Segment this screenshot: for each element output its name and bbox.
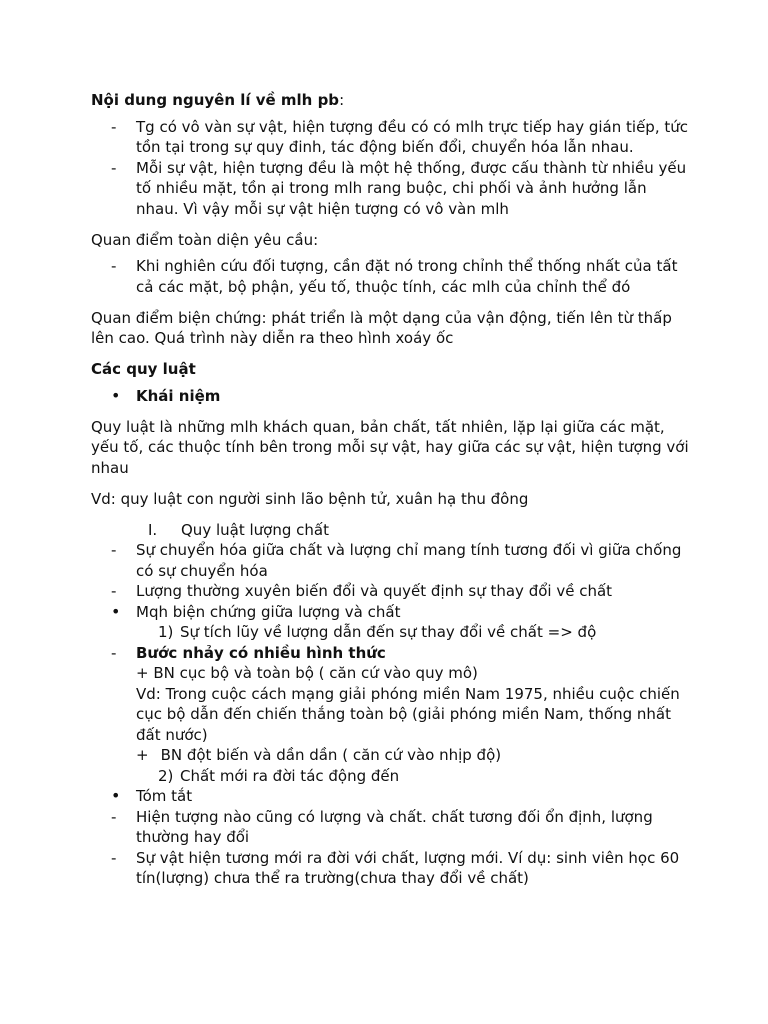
plus-item-text: BN đột biến và dần dần ( căn cứ vào nhịp độ) — [160, 746, 502, 764]
number-marker: 1) — [158, 623, 174, 641]
numbered-item-text: Chất mới ra đời tác động đến — [180, 766, 400, 785]
numbered-item — [91, 766, 691, 787]
list-item — [91, 540, 691, 581]
heading-laws: Các quy luật — [91, 360, 196, 378]
list-item — [91, 158, 691, 220]
list-item — [91, 786, 691, 807]
plus-sign: + — [136, 746, 149, 764]
list-item — [91, 581, 691, 602]
concept-label: Khái niệm — [136, 386, 221, 405]
list-item — [91, 848, 691, 889]
list-item-text: Mqh biện chứng giữa lượng và chất — [136, 602, 401, 621]
concept-list — [91, 386, 691, 407]
heading-principle-bold: Nội dung nguyên lí về mlh pb — [91, 91, 340, 109]
numbered-item-text: Sự tích lũy về lượng dẫn đến sự thay đổi về chất => độ — [180, 623, 597, 641]
bullet-marker: • — [111, 786, 121, 805]
list-item-text: Hiện tượng nào cũng có lượng và chất. chất tương đối ổn định, lượng thường hay đổi — [136, 807, 653, 846]
plus-item-pace — [91, 745, 691, 766]
paragraph-dialectical-view: Quan điểm biện chứng: phát triển là một dạng của vận động, tiến lên từ thấp lên cao. Quá trình này diễn ra theo hình xoáy ốc — [91, 308, 672, 347]
heading-principle — [91, 90, 691, 111]
list-item — [91, 807, 691, 848]
roman-item — [91, 520, 691, 541]
heading-comprehensive-view: Quan điểm toàn diện yêu cầu: — [91, 230, 319, 249]
paragraph-example: Vd: quy luật con người sinh lão bệnh tử, xuân hạ thu đông — [91, 489, 529, 508]
roman-marker: I. — [148, 520, 158, 539]
number-marker: 2) — [158, 766, 174, 785]
list-item — [91, 256, 691, 297]
dash-marker: - — [111, 257, 117, 275]
list-item-text: Lượng thường xuyên biến đổi và quyết định sự thay đổi về chất — [136, 582, 613, 600]
list-item — [91, 386, 691, 407]
document-page — [91, 90, 691, 889]
list-item-text: Sự chuyển hóa giữa chất và lượng chỉ mang tính tương đối vì giữa chống có sự chuyển hóa — [136, 541, 682, 580]
dash-marker: - — [111, 848, 117, 867]
numbered-item — [91, 622, 691, 643]
paragraph-definition: Quy luật là những mlh khách quan, bản chất, tất nhiên, lặp lại giữa các mặt, yếu tố, các thuộc tính bên trong mỗi sự vật, hay giữa các sự vật, hiện tượng với nhau — [91, 417, 689, 477]
bullet-marker: • — [111, 601, 121, 621]
bullet-marker: • — [111, 385, 121, 405]
list-item-text: Tóm tắt — [136, 787, 193, 805]
list-item — [91, 602, 691, 623]
dash-marker: - — [111, 643, 117, 662]
list-item-text: Sự vật hiện tương mới ra đời với chất, lượng mới. Ví dụ: sinh viên học 60 tín(lượng) chưa thể ra trường(chưa thay đổi về chất) — [136, 848, 680, 887]
list-item-text: Bước nhảy có nhiều hình thức — [136, 643, 386, 662]
dash-marker: - — [111, 582, 117, 600]
principle-list — [91, 117, 691, 220]
dash-marker: - — [111, 158, 117, 177]
comprehensive-list — [91, 256, 691, 297]
paragraph-vd: Vd: Trong cuộc cách mạng giải phóng miền Nam 1975, nhiều cuộc chiến cục bộ dẫn đến chiến thắng toàn bộ (giải phóng miền Nam, thống nhất đất nước) — [136, 684, 680, 744]
law-quantity-quality — [91, 520, 691, 889]
plus-item-scope: + BN cục bộ và toàn bộ ( căn cứ vào quy mô) — [136, 664, 478, 682]
list-item-text: Khi nghiên cứu đối tượng, cần đặt nó trong chỉnh thể thống nhất của tất cả các mặt, bộ phận, yếu tố, thuộc tính, các mlh của chỉnh thể đó — [136, 257, 678, 296]
list-item — [91, 117, 691, 158]
dash-marker: - — [111, 807, 117, 826]
dash-marker: - — [111, 541, 117, 559]
list-item-text: Mỗi sự vật, hiện tượng đều là một hệ thống, được cấu thành từ nhiều yếu tố nhiều mặt, tồn ại trong mlh rang buộc, chi phối và ảnh hưởng lẫn nhau. Vì vậy mỗi sự vật hiện tượng có vô vàn mlh — [136, 158, 687, 218]
roman-title: Quy luật lượng chất — [181, 520, 329, 539]
list-item — [91, 643, 691, 664]
list-item-text: Tg có vô vàn sự vật, hiện tượng đều có có mlh trực tiếp hay gián tiếp, tức tồn tại trong sự quy đinh, tác động biến đổi, chuyển hóa lẫn nhau. — [136, 117, 688, 156]
heading-principle-colon: : — [339, 91, 345, 109]
dash-marker: - — [111, 117, 117, 136]
